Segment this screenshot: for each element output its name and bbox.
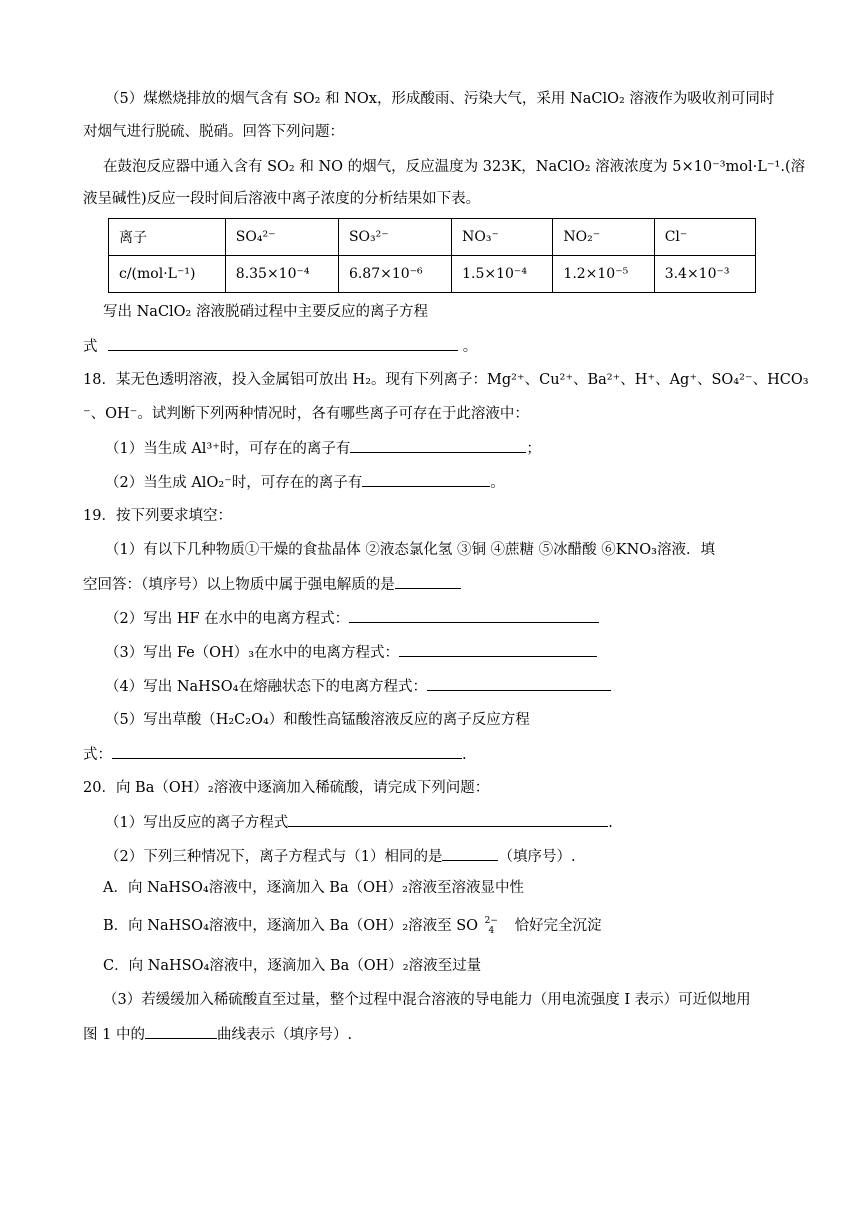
table-header-cell: Cl⁻ <box>654 219 755 256</box>
q18-part2-text: （2）当生成 AlO₂⁻时，可存在的离子有 <box>105 475 363 491</box>
table-cell: c/(mol·L⁻¹) <box>109 256 226 293</box>
table-header-cell: SO₄²⁻ <box>225 219 338 256</box>
answer-blank[interactable] <box>288 812 608 827</box>
q18-part1-text: （1）当生成 Al³⁺时，可存在的离子有 <box>105 441 351 457</box>
q17-5-line3: 在鼓泡反应器中通入含有 SO₂ 和 NO 的烟气，反应温度为 323K，NaClO₂ 溶液浓度为 5×10⁻³mol·L⁻¹.(溶 <box>103 159 806 175</box>
fraction-top: 2− <box>484 916 498 926</box>
q17-5-suffix: 。 <box>462 339 478 355</box>
answer-blank[interactable] <box>145 1024 217 1039</box>
q20-part1-text: （1）写出反应的离子方程式 <box>105 815 289 831</box>
q19-part3-text: （3）写出 Fe（OH）₃在水中的电离方程式： <box>105 645 400 661</box>
q20-part3-end: 曲线表示（填序号）. <box>216 1027 353 1043</box>
table-row <box>109 256 756 293</box>
q20-option-b-end: 恰好完全沉淀 <box>514 918 602 934</box>
q18-part1 <box>105 438 541 459</box>
q17-5-line2: 对烟气进行脱硫、脱硝。回答下列问题： <box>83 124 344 140</box>
answer-blank[interactable] <box>349 608 599 623</box>
answer-blank[interactable] <box>399 642 597 657</box>
q19-part4 <box>105 676 611 697</box>
table-cell: 8.35×10⁻⁴ <box>225 256 338 293</box>
answer-blank[interactable] <box>112 744 462 759</box>
q18-part1-end: ； <box>526 441 541 457</box>
q17-5-line6 <box>83 336 477 357</box>
q20-part1 <box>105 812 613 833</box>
q20-part3-line2 <box>83 1024 352 1045</box>
q19-part1-text: 空回答：（填序号）以上物质中属于强电解质的是 <box>83 577 395 593</box>
q20-option-a: A．向 NaHSO₄溶液中，逐滴加入 Ba（OH）₂溶液至溶液显中性 <box>103 880 524 896</box>
table-cell: 1.5×10⁻⁴ <box>452 256 553 293</box>
q20-part2-end: （填序号）. <box>498 849 576 865</box>
q20-option-b <box>103 916 602 936</box>
q20-part2-text: （2）下列三种情况下，离子方程式与（1）相同的是 <box>105 849 443 865</box>
q19-part5-line1: （5）写出草酸（H₂C₂O₄）和酸性高锰酸溶液反应的离子反应方程 <box>105 712 530 728</box>
q19-part5-line2 <box>83 744 467 765</box>
q17-5-line1: （5）煤燃烧排放的烟气含有 SO₂ 和 NOx，形成酸雨、污染大气，采用 NaClO₂ 溶液作为吸收剂可同时 <box>105 91 775 107</box>
q17-5-line4: 液呈碱性)反应一段时间后溶液中离子浓度的分析结果如下表。 <box>83 191 481 207</box>
q20-title: 20．向 Ba（OH）₂溶液中逐滴加入稀硫酸，请完成下列问题： <box>83 780 490 796</box>
answer-blank[interactable] <box>395 574 461 589</box>
sulfate-charge-fraction <box>485 916 498 936</box>
q18-line1: 18．某无色透明溶液，投入金属铝可放出 H₂。现有下列离子：Mg²⁺、Cu²⁺、Ba²⁺、H⁺、Ag⁺、SO₄²⁻、HCO₃ <box>83 372 809 388</box>
fraction-bottom: 4 <box>488 926 495 936</box>
answer-blank[interactable] <box>350 438 526 453</box>
q19-part4-text: （4）写出 NaHSO₄在熔融状态下的电离方程式： <box>105 679 427 695</box>
answer-blank[interactable] <box>108 336 458 351</box>
q20-part1-end: . <box>608 815 613 831</box>
ion-concentration-table <box>108 218 756 293</box>
q19-title: 19．按下列要求填空： <box>83 508 232 524</box>
q20-part2 <box>105 846 576 867</box>
answer-blank[interactable] <box>427 676 611 691</box>
answer-blank[interactable] <box>442 846 498 861</box>
table-header-cell: 离子 <box>109 219 226 256</box>
table-cell: 3.4×10⁻³ <box>654 256 755 293</box>
q17-5-prefix: 式 <box>83 339 98 355</box>
q19-part3 <box>105 642 597 663</box>
q19-part1-line2 <box>83 574 461 595</box>
q19-part5-end: . <box>462 747 467 763</box>
table-header-cell: NO₂⁻ <box>553 219 654 256</box>
table-header-cell: SO₃²⁻ <box>338 219 451 256</box>
q20-part3-text: 图 1 中的 <box>83 1027 145 1043</box>
q18-part2-end: 。 <box>490 475 505 491</box>
q19-part2 <box>105 608 599 629</box>
q19-part1-line1: （1）有以下几种物质①干燥的食盐晶体 ②液态氯化氢 ③铜 ④蔗糖 ⑤冰醋酸 ⑥KNO₃溶液．填 <box>105 542 715 558</box>
q17-5-line5: 写出 NaClO₂ 溶液脱硝过程中主要反应的离子方程 <box>103 304 428 320</box>
table-cell: 1.2×10⁻⁵ <box>553 256 654 293</box>
q18-line2: ⁻、OH⁻。试判断下列两种情况时，各有哪些离子可存在于此溶液中： <box>83 406 529 422</box>
table-header-cell: NO₃⁻ <box>452 219 553 256</box>
answer-blank[interactable] <box>362 472 490 487</box>
q18-part2 <box>105 472 505 493</box>
table-cell: 6.87×10⁻⁶ <box>338 256 451 293</box>
q20-part3-line1: （3）若缓缓加入稀硫酸直至过量，整个过程中混合溶液的导电能力（用电流强度 I 表示）可近似地用 <box>103 992 751 1008</box>
q19-part5-text: 式： <box>83 747 112 763</box>
table-header-row <box>109 219 756 256</box>
q20-option-b-text: B．向 NaHSO₄溶液中，逐滴加入 Ba（OH）₂溶液至 SO <box>103 918 479 934</box>
q19-part2-text: （2）写出 HF 在水中的电离方程式： <box>105 611 350 627</box>
q20-option-c: C．向 NaHSO₄溶液中，逐滴加入 Ba（OH）₂溶液至过量 <box>103 958 482 974</box>
